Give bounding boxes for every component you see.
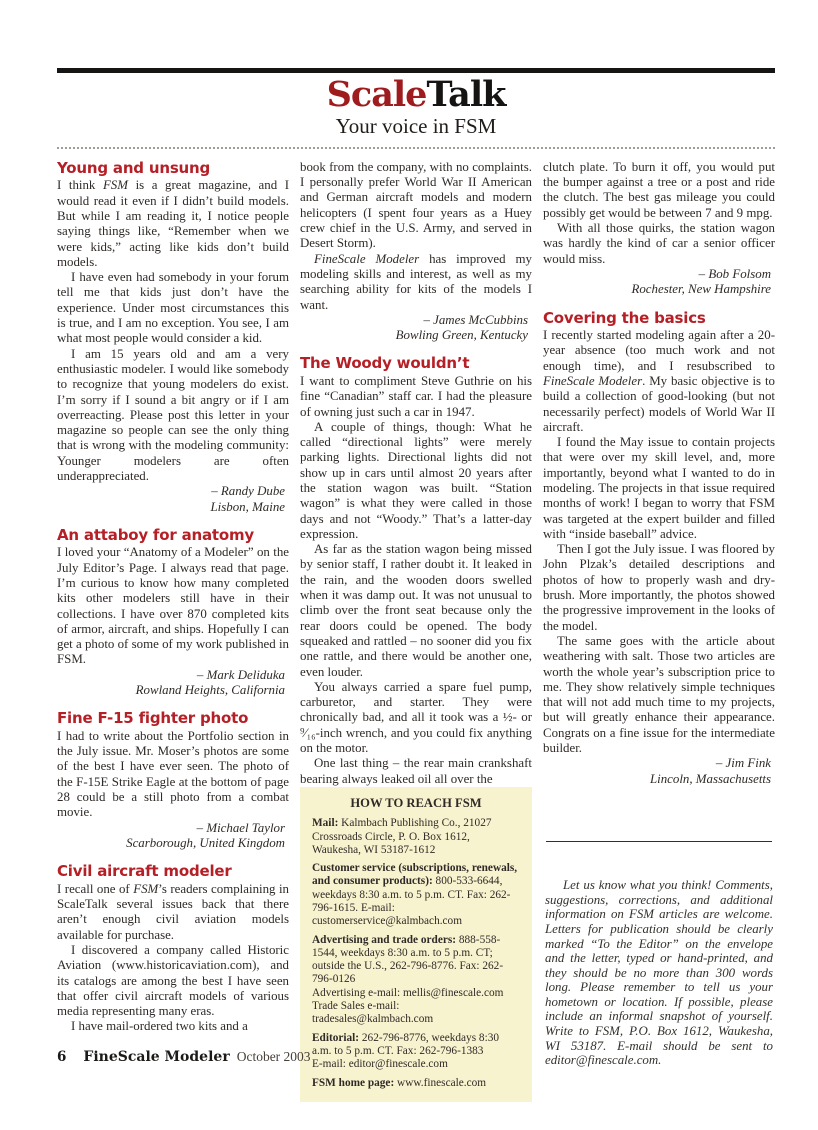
signature-name: – Michael Taylor (196, 820, 285, 835)
column-3 (543, 160, 775, 1068)
signature-name: – Randy Dube (211, 484, 285, 499)
letter-paragraph: I recall one of FSM’s readers complaining in ScaleTalk several issues back that there aren’t enough civil aviation models available for purchase. (57, 881, 289, 942)
top-rule (57, 68, 775, 73)
signature-name: – Bob Folsom (698, 266, 771, 281)
letter-paragraph: I think FSM is a great magazine, and I would read it even if I didn’t build models. But while I am reading it, I notice people saying things like, “Remember when we were kids,” acting like kids don’t build models. (57, 178, 289, 269)
reach-trade-email: Trade Sales e-mail: tradesales@kalmbach.com (312, 1000, 434, 1026)
signature-name: – Jim Fink (715, 756, 771, 771)
masthead (57, 74, 775, 138)
closing-divider (546, 841, 772, 842)
signature-name: – James McCubbins (423, 312, 528, 327)
letter-paragraph: I recently started modeling again after a 20-year absence (too much work and not enough time), and I resubscribed to FineScale Modeler. My basic objective is to build a collection of good-looking (but not necessarily perfect) models of World War II aircraft. (543, 328, 775, 434)
logo-talk-text: Talk (426, 74, 506, 115)
signature-location: Rowland Heights, California (135, 683, 285, 698)
reach-advertising-email: Advertising e-mail: mellis@finescale.com (312, 986, 504, 999)
letter-paragraph: As far as the station wagon being missed by senior staff, I rather doubt it. It leaked in the rain, and the wooden doors swelled when it was damp out. It was not unusual to climb over the front seat because only the rear doors could be opened. The body squeaked and rattled – no sooner did you fix one rattle, and there would be another one, even louder. (300, 542, 532, 679)
page-footer (57, 1049, 311, 1065)
letter-paragraph: You always carried a spare fuel pump, carburetor, and starter. They were chronically bad, and all it took was a ½- or ⁹⁄₁₆-inch wrench, and you could fix anything on the motor. (300, 679, 532, 756)
signature-location: Lincoln, Massachusetts (649, 771, 771, 786)
letter-paragraph: A couple of things, though: What he called “directional lights” were merely parking lights. Directional lights did not show up in cars until almost 20 years after the station wagon was built. “Station wagon” is what they were called in those days and not “Woody.” That’s a latter-day expression. (300, 419, 532, 541)
editor-note-block (543, 841, 775, 1068)
reach-group-homepage (312, 1077, 520, 1090)
reach-group-editorial (312, 1032, 520, 1072)
reach-group-mail (312, 817, 520, 857)
letter-paragraph-continued: book from the company, with no complaints. I personally prefer World War II American and German aircraft models and modern helicopters (I spent four years as a Huey crew chief in the U.S. Army, and served in Desert Storm). (300, 159, 532, 251)
letter-paragraph: I want to compliment Steve Guthrie on his fine “Canadian” staff car. I had the pleasure of owning just such a car in 1947. (300, 373, 532, 419)
letter-paragraph: The same goes with the article about weathering with salt. Those two articles are worth the whole year’s subscription price to me. They show relatively simple techniques that will not add much time to my projects, but will greatly enhance their appearance. Congrats on a fine issue for the intermediate builder. (543, 633, 775, 756)
letter-heading-covering-the-basics: Covering the basics (543, 308, 706, 327)
letter-paragraph: I have even had somebody in your forum tell me that kids just don’t have the experience. Under most circumstances this is true, and I am no exception. You see, I am what most people would consider a kid. (57, 270, 289, 346)
letter-paragraph: I discovered a company called Historic Aviation (www.historicaviation.com), and its catalogs are among the best I have seen that offer civil aircraft models of various media representing many eras. (57, 942, 289, 1019)
letter-paragraph-continued: clutch plate. To burn it off, you would put the bumper against a tree or a post and ride the clutch. The best gas mileage you could possibly get would be between 7 and 9 mpg. (543, 159, 775, 220)
reach-advertising: Advertising and trade orders: 888-558-1544, weekdays 8:30 a.m. to 5 p.m. CT; outside the U.S., 262-796-8776. Fax: 262-796-0126 (312, 933, 504, 986)
signature-location: Lisbon, Maine (210, 499, 285, 514)
letter-heading-young-and-unsung: Young and unsung (57, 158, 211, 177)
reach-editorial-email: E-mail: editor@finescale.com (312, 1058, 448, 1071)
masthead-tagline: Your voice in FSM (335, 113, 497, 138)
reach-box-title: HOW TO REACH FSM (350, 795, 482, 810)
dotted-divider (57, 147, 775, 149)
letter-columns (57, 158, 775, 1089)
letter-paragraph: With all those quirks, the station wagon was hardly the kind of car a senior officer would miss. (543, 221, 775, 266)
letter-paragraph: FineScale Modeler has improved my modeling skills and interest, as well as my searching ability for kits of the models I want. (300, 251, 532, 312)
logo-scale-text: Scale (326, 74, 427, 115)
letter-heading-fine-f15-photo: Fine F-15 fighter photo (57, 709, 249, 728)
signature-location: Bowling Green, Kentucky (395, 328, 528, 343)
letter-paragraph: I had to write about the Portfolio section in the July issue. Mr. Moser’s photos are some of the best I have ever seen. The photo of the F-15E Strike Eagle at the bottom of page 28 could be a still photo from a combat movie. (57, 728, 289, 820)
letter-heading-civil-aircraft-modeler: Civil aircraft modeler (57, 862, 232, 881)
letter-paragraph: Then I got the July issue. I was floored by John Plzak’s detailed descriptions and photos of how to properly wash and dry-brush. More importantly, the photos showed the progressive improvement in the looks of the model. (543, 542, 775, 633)
column-2 (300, 159, 532, 1089)
letter-paragraph: I found the May issue to contain projects that were over my skill level, and, more importantly, beyond what I wanted to do in modeling. The projects in that issue required months of work! I began to worry that FSM was targeted at the expert builder and filled with “inside baseball” advice. (543, 435, 775, 541)
letter-paragraph: I have mail-ordered two kits and a (71, 1019, 248, 1034)
page-number: 6 (57, 1049, 67, 1065)
reach-mail: Mail: Kalmbach Publishing Co., 21027 Crossroads Circle, P. O. Box 1612, Waukesha, WI 53187-1612 (312, 817, 492, 856)
letter-paragraph: One last thing – the rear main crankshaft bearing always leaked oil all over the (300, 756, 532, 786)
reach-homepage: FSM home page: www.finescale.com (312, 1076, 487, 1089)
letter-paragraph: I am 15 years old and am a very enthusiastic modeler. I would like somebody to recognize that young modelers do exist. I’m sorry if I sound a bit angry or if I am overreacting. Please post this letter in your magazine so people can see the only thing that is wrong with the modeling community: Younger modelers are often underappreciated. (57, 346, 289, 483)
how-to-reach-fsm-box (300, 787, 532, 1102)
reach-customer-service: Customer service (subscriptions, renewals, and consumer products): 800-533-6644, weekdays 8:30 a.m. to 5 p.m. CT. Fax: 262-796-1615. E-mail: customerservice@kalmbach.com (312, 862, 518, 928)
issue-date: October 2003 (236, 1049, 311, 1064)
letter-heading-attaboy-for-anatomy: An attaboy for anatomy (57, 525, 254, 544)
editor-note: Let us know what you think! Comments, suggestions, corrections, and additional information on FSM articles are welcome. Letters for publication should be clearly marked “To the Editor” on the envelope and the letter, typed or hand-printed, and they should be no more than 300 words long. Please remember to tell us your hometown or location. If possible, please include an informal snapshot of yourself. Write to FSM, P.O. Box 1612, Waukesha, WI 53187. E-mail should be sent to editor@finescale.com. (545, 878, 773, 1068)
signature-name: – Mark Deliduka (196, 667, 285, 682)
reach-group-customer-service (312, 862, 520, 928)
page-content (57, 0, 775, 1089)
reach-group-advertising (312, 934, 520, 1027)
letter-heading-woody-wouldnt: The Woody wouldn’t (300, 354, 470, 373)
reach-editorial: Editorial: 262-796-8776, weekdays 8:30 a.m. to 5 p.m. CT. Fax: 262-796-1383 (312, 1031, 500, 1057)
signature-location: Scarborough, United Kingdom (126, 835, 285, 850)
magazine-title: FineScale Modeler (83, 1049, 230, 1065)
signature-location: Rochester, New Hampshire (631, 282, 771, 297)
scaletalk-logo (57, 74, 775, 115)
letter-paragraph: I loved your “Anatomy of a Modeler” on the July Editor’s Page. I always read that page. I’m curious to know how many completed kits other modelers still have in their collections. I have over 870 completed kits of armor, aircraft, and ships. Hopefully I can get a photo of some of my work published in FSM. (57, 545, 289, 667)
column-1 (57, 160, 289, 1068)
